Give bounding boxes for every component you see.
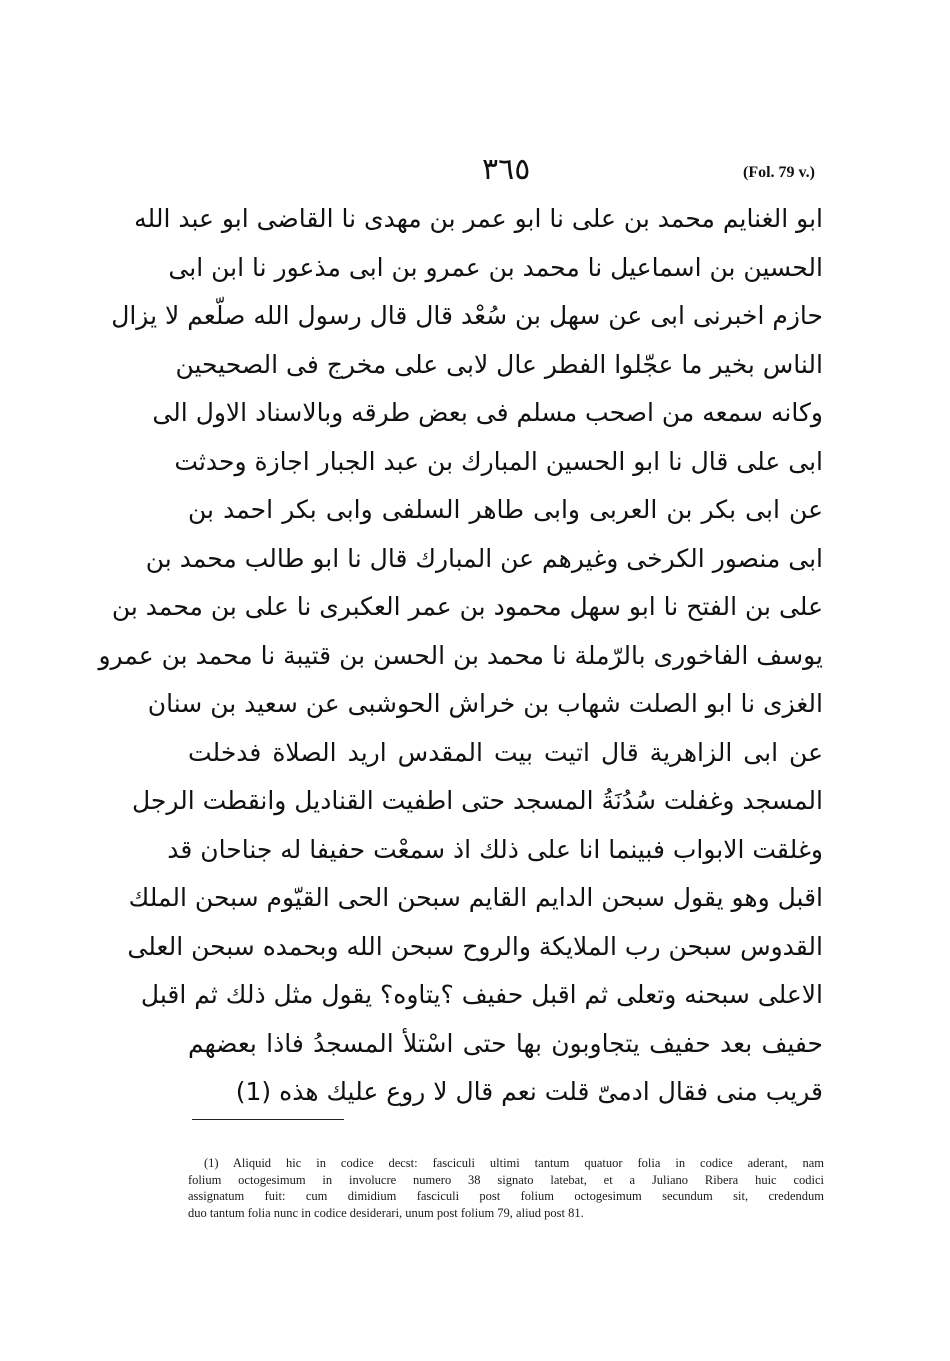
text-line: الاعلى سبحنه وتعلى ثم اقبل حفيف ؟يتاوه؟ يقول مثل ذلك ثم اقبل [140,980,823,1009]
footnote-line: duo tantum folia nunc in codice desiderari, unum post folium 79, aliud post 81. [188,1205,584,1220]
footnote [188,1155,824,1221]
page-number: ٣٦٥ [482,152,531,187]
text-line: عن ابى الزاهرية قال اتيت بيت المقدس اريد الصلاة فدخلت [188,737,823,767]
text-line: يوسف الفاخورى بالرّملة نا محمد بن الحسن بن قتيبة نا محمد بن عمرو [98,640,823,670]
text-line: ابو الغنايم محمد بن على نا ابو عمر بن مهدى نا القاضى ابو عبد الله [134,204,823,233]
text-line: قريب منى فقال ادمىّ قلت نعم قال لا روع عليك هذه (1) [235,1077,823,1106]
text-line: القدوس سبحن رب الملايكة والروح سبحن الله وبحمده سبحن العلى [127,931,823,961]
folio-reference: (Fol. 79 v.) [743,164,815,181]
text-line: عن ابى بكر بن العربى وابى طاهر السلفى وابى بكر احمد بن [188,495,823,524]
text-line: وغلقت الابواب فبينما انا على ذلك اذ سمعْت حفيفا له جناحان قد [167,834,823,864]
footnote-divider [192,1119,344,1120]
text-line: ابى على قال نا ابو الحسين المبارك بن عبد الجبار اجازة وحدثت [174,446,823,476]
text-line: على بن الفتح نا ابو سهل محمود بن عمر العكبرى نا على بن محمد بن [111,592,823,621]
text-line: المسجد وغفلت سُدُنَةُ المسجد حتى اطفيت القناديل وانقطت الرجل [131,786,823,815]
footnote-line: folium octogesimum in involucre numero 38 signato latebat, et a Juliano Ribera huic codici [188,1172,824,1187]
footnote-line: assignatum fuit: cum dimidium fasciculi post folium octogesimum secundum sit, credendum [188,1189,824,1203]
text-line: حازم اخبرنى ابى عن سهل بن سُعْد قال قال رسول الله صلّعم لا يزال [111,301,823,330]
text-line: اقبل وهو يقول سبحن الدايم القايم سبحن الحى القيّوم سبحن الملك [128,883,823,912]
text-line: الغزى نا ابو الصلت شهاب بن خراش الحوشبى عن سعيد بن سنان [147,689,823,718]
page-header [0,152,950,192]
arabic-body-text [98,195,823,1117]
text-line: الحسين بن اسماعيل نا محمد بن عمرو بن ابى مذعور نا ابن ابى [168,252,823,282]
text-line: الناس بخير ما عجّلوا الفطر عال لابى على مخرج فى الصحيحين [175,349,823,379]
text-line: وكانه سمعه من اصحب مسلم فى بعض طرقه وبالاسناد الاول الى [152,398,823,427]
text-line: ابى منصور الكرخى وغيرهم عن المبارك قال نا ابو طالب محمد بن [145,543,823,573]
footnote-line: (1) Aliquid hic in codice decst: fasciculi ultimi tantum quatuor folia in codice aderant, nam [204,1156,824,1170]
text-line: حفيف بعد حفيف يتجاوبون بها حتى اسْتلأ المسجدُ فاذا بعضهم [188,1028,823,1058]
